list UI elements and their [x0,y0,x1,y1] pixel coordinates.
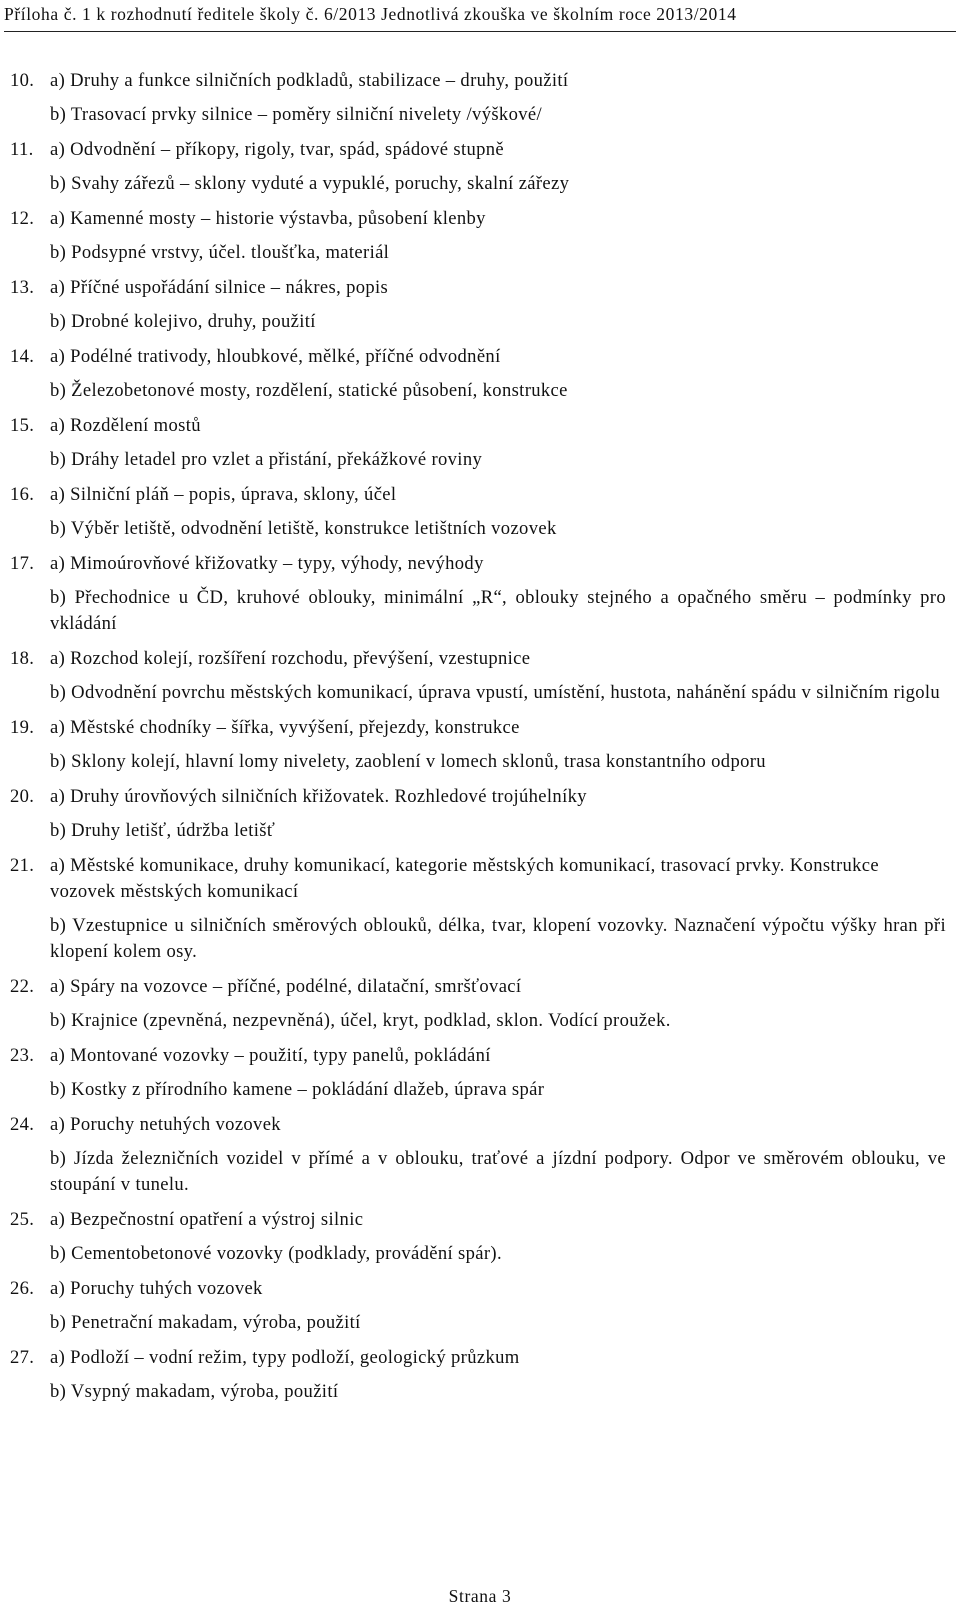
item-number: 25. [10,1209,35,1230]
item-number: 27. [10,1347,35,1368]
item-number: 10. [10,70,35,91]
item-body [50,137,946,206]
item-number: 17. [10,553,35,574]
topic-b: b) Druhy letišť, údržba letišť [50,820,276,841]
topic-a: a) Poruchy tuhých vozovek [50,1278,263,1299]
item-number: 20. [10,786,35,807]
topic-a: a) Rozdělení mostů [50,415,201,436]
topic-a: a) Poruchy netuhých vozovek [50,1114,281,1135]
topic-a: a) Druhy a funkce silničních podkladů, stabilizace – druhy, použití [50,70,569,91]
list-item [10,1043,946,1112]
topic-a: a) Silniční pláň – popis, úprava, sklony, účel [50,484,397,505]
list-item [10,974,946,1043]
question-list [10,68,946,1414]
topic-a: a) Bezpečnostní opatření a výstroj silnic [50,1209,364,1230]
topic-b: b) Podsypné vrstvy, účel. tloušťka, materiál [50,242,390,263]
item-number: 16. [10,484,35,505]
list-item [10,1207,946,1276]
item-number: 22. [10,976,35,997]
topic-b: b) Trasovací prvky silnice – poměry silniční nivelety /výškové/ [50,104,542,125]
item-number: 13. [10,277,35,298]
list-item [10,275,946,344]
topic-a: a) Druhy úrovňových silničních křižovatek. Rozhledové trojúhelníky [50,786,587,807]
topic-a: a) Podélné trativody, hloubkové, mělké, příčné odvodnění [50,346,501,367]
topic-b: b) Dráhy letadel pro vzlet a přistání, překážkové roviny [50,449,483,470]
list-item [10,1276,946,1345]
list-item [10,1112,946,1207]
topic-a: a) Rozchod kolejí, rozšíření rozchodu, převýšení, vzestupnice [50,648,531,669]
topic-b: b) Vsypný makadam, výroba, použití [50,1381,339,1402]
topic-a: a) Kamenné mosty – historie výstavba, působení klenby [50,208,486,229]
item-body [50,1207,946,1276]
topic-b: b) Odvodnění povrchu městských komunikací, úprava vpustí, umístění, hustota, nahánění spádu v silničním rigolu [50,682,941,703]
list-item [10,646,946,715]
item-body [50,206,946,275]
topic-b: b) Výběr letiště, odvodnění letiště, konstrukce letištních vozovek [50,518,557,539]
item-body [50,1345,946,1414]
item-body [50,1043,946,1112]
item-number: 19. [10,717,35,738]
topic-a: a) Spáry na vozovce – příčné, podélné, dilatační, smršťovací [50,976,522,997]
topic-b: b) Vzestupnice u silničních směrových oblouků, délka, tvar, klopení vozovky. Naznačení výpočtu výšky hran při klopení kolem osy. [50,915,946,962]
item-body [50,413,946,482]
item-body [50,715,946,784]
item-body [50,1112,946,1207]
item-body [50,646,946,715]
item-body [50,68,946,137]
list-item [10,482,946,551]
list-item [10,1345,946,1414]
topic-a: a) Městské komunikace, druhy komunikací, kategorie městských komunikací, trasovací prvky. Konstrukce vozovek městských komunikací [50,855,879,902]
topic-b: b) Krajnice (zpevněná, nezpevněná), účel, kryt, podklad, sklon. Vodící proužek. [50,1010,671,1031]
topic-b: b) Jízda železničních vozidel v přímé a v oblouku, traťové a jízdní podpory. Odpor ve směrovém oblouku, ve stoupání v tunelu. [50,1148,946,1195]
item-body [50,344,946,413]
item-body [50,275,946,344]
topic-b: b) Svahy zářezů – sklony vyduté a vypuklé, poruchy, skalní zářezy [50,173,570,194]
topic-b: b) Železobetonové mosty, rozdělení, statické působení, konstrukce [50,380,568,401]
topic-b: b) Cementobetonové vozovky (podklady, provádění spár). [50,1243,502,1264]
topic-a: a) Mimoúrovňové křižovatky – typy, výhody, nevýhody [50,553,484,574]
topic-b: b) Přechodnice u ČD, kruhové oblouky, minimální „R“, oblouky stejného a opačného směru – podmínky pro vkládání [50,587,946,634]
list-item [10,853,946,974]
page-number: Strana 3 [448,1586,512,1606]
topic-a: a) Městské chodníky – šířka, vyvýšení, přejezdy, konstrukce [50,717,520,738]
topic-a: a) Příčné uspořádání silnice – nákres, popis [50,277,389,298]
topic-b: b) Drobné kolejivo, druhy, použití [50,311,316,332]
topic-b: b) Kostky z přírodního kamene – pokládání dlažeb, úprava spár [50,1079,545,1100]
item-number: 12. [10,208,35,229]
list-item [10,206,946,275]
list-item [10,344,946,413]
item-body [50,784,946,853]
list-item [10,551,946,646]
item-body [50,853,946,974]
topic-a: a) Podloží – vodní režim, typy podloží, geologický průzkum [50,1347,520,1368]
topic-a: a) Odvodnění – příkopy, rigoly, tvar, spád, spádové stupně [50,139,505,160]
list-item [10,137,946,206]
list-item [10,715,946,784]
list-item [10,784,946,853]
item-number: 21. [10,855,35,876]
item-number: 24. [10,1114,35,1135]
list-item [10,413,946,482]
item-number: 18. [10,648,35,669]
item-number: 23. [10,1045,35,1066]
item-number: 15. [10,415,35,436]
topic-b: b) Penetrační makadam, výroba, použití [50,1312,361,1333]
item-body [50,974,946,1043]
list-item [10,68,946,137]
item-body [50,551,946,646]
topic-a: a) Montované vozovky – použití, typy panelů, pokládání [50,1045,491,1066]
item-body [50,1276,946,1345]
item-number: 11. [10,139,34,160]
topic-b: b) Sklony kolejí, hlavní lomy nivelety, zaoblení v lomech sklonů, trasa konstantního odporu [50,751,766,772]
item-body [50,482,946,551]
item-number: 14. [10,346,35,367]
page-header: Příloha č. 1 k rozhodnutí ředitele školy č. 6/2013 Jednotlivá zkouška ve školním roce 2013/2014 [4,4,956,32]
item-number: 26. [10,1278,35,1299]
